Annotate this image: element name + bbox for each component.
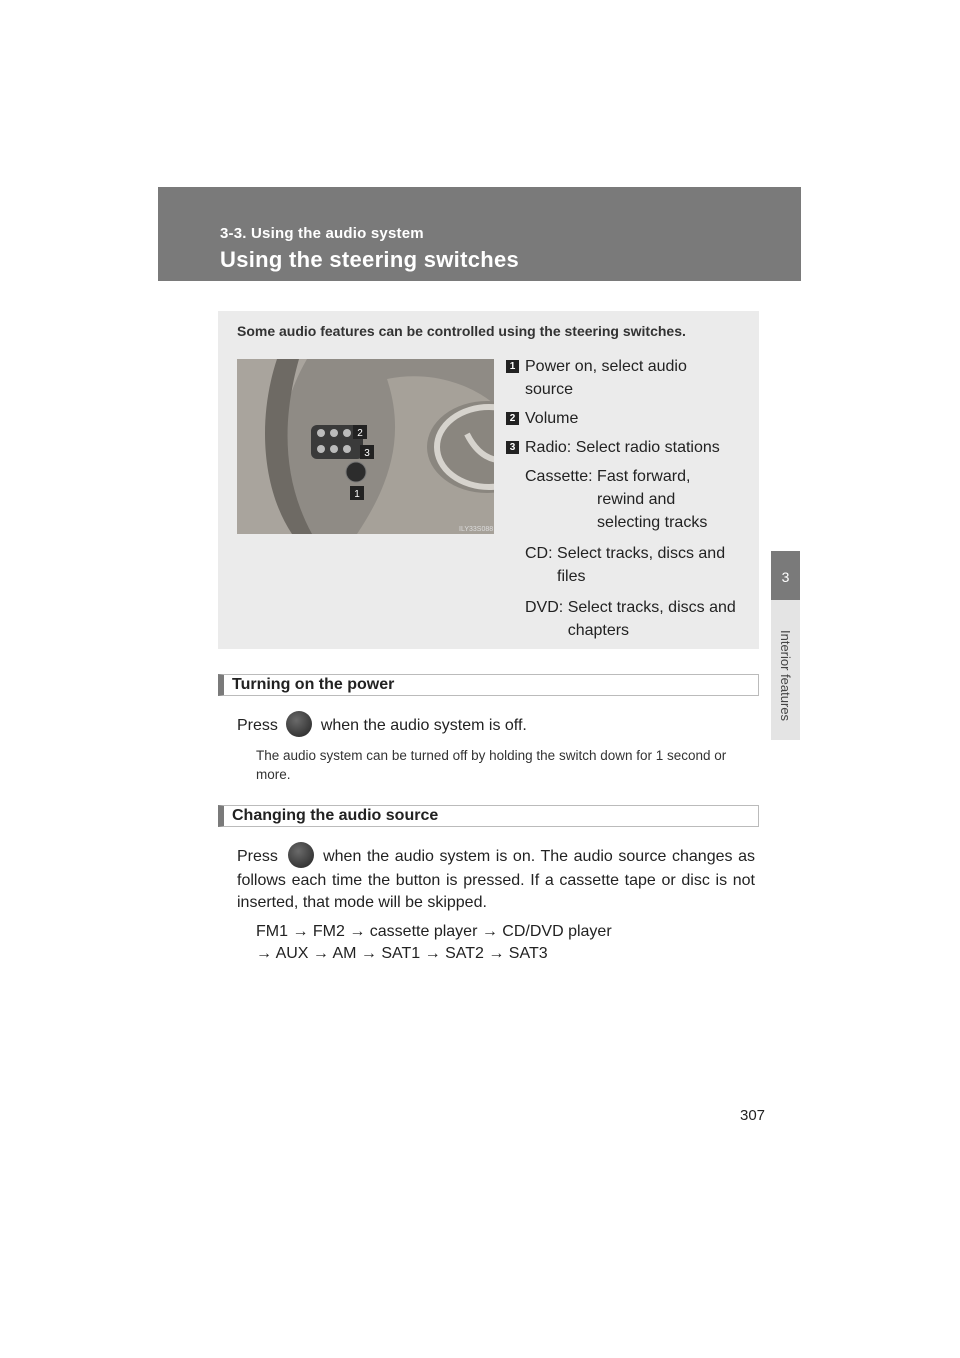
power-instruction-text: when the audio system is off. [320, 717, 527, 735]
page-title: Using the steering switches [220, 247, 520, 272]
mode-button-icon [288, 842, 314, 868]
mode-button-icon [286, 711, 312, 737]
power-note: The audio system can be turned off by holding the switch down for 1 second or more. [256, 748, 727, 782]
sub-value: Select tracks, discs and chapters [567, 599, 736, 639]
source-instruction-text: when the audio system is on. The audio source changes as follows each time the button is pressed. If a cassette tape or disc is not inserted, that mode will be skipped. [237, 848, 755, 911]
source-instruction [237, 844, 755, 914]
chapter-tab-number[interactable]: 3 [771, 551, 800, 603]
legend-number: 1 [506, 360, 519, 373]
legend [506, 355, 738, 650]
legend-text: Radio: Select radio stations [525, 439, 720, 456]
legend-number: 3 [506, 441, 519, 454]
power-instruction [237, 713, 755, 739]
legend-sub-dvd [525, 596, 738, 642]
photo-label-1: 1 [354, 489, 360, 500]
sub-key: DVD: [525, 599, 564, 616]
section-label: 3-3. Using the audio system [220, 225, 424, 242]
press-text: Press [237, 848, 278, 866]
sub-key: Cassette: [525, 468, 593, 485]
chapter-tab-text: Interior features [778, 630, 793, 722]
section-heading-power [218, 674, 759, 696]
section-heading-source [218, 805, 759, 827]
legend-sub-cassette [525, 465, 738, 534]
sub-key: CD: [525, 545, 553, 562]
legend-sub-list [506, 465, 738, 642]
legend-item-2 [506, 407, 738, 430]
page-number: 307 [740, 1107, 766, 1124]
photo-label-2: 2 [357, 428, 363, 439]
legend-item-1 [506, 355, 738, 401]
press-text: Press [237, 717, 278, 735]
photo-code: ILY33S088 [459, 526, 494, 533]
photo-label-3: 3 [364, 448, 370, 459]
steering-wheel-photo [237, 359, 494, 534]
intro-box [218, 311, 759, 649]
legend-text: Power on, select audio source [525, 358, 687, 398]
source-flow-line-2: → AUX → AM → SAT1 → SAT2 → SAT3 [256, 945, 548, 962]
page-header [158, 187, 801, 281]
source-flow-line-1: FM1 → FM2 → cassette player → CD/DVD player [256, 923, 612, 940]
heading-text: Turning on the power [232, 676, 395, 693]
intro-text: Some audio features can be controlled using the steering switches. [237, 323, 686, 339]
sub-value: Select tracks, discs and files [557, 545, 726, 585]
legend-text: Volume [525, 410, 579, 427]
sub-value: Fast forward, rewind and selecting tracks [597, 468, 708, 531]
legend-sub-cd [525, 542, 738, 588]
legend-item-3 [506, 436, 738, 459]
chapter-tab-label [771, 600, 800, 740]
heading-text: Changing the audio source [232, 807, 439, 824]
legend-number: 2 [506, 412, 519, 425]
